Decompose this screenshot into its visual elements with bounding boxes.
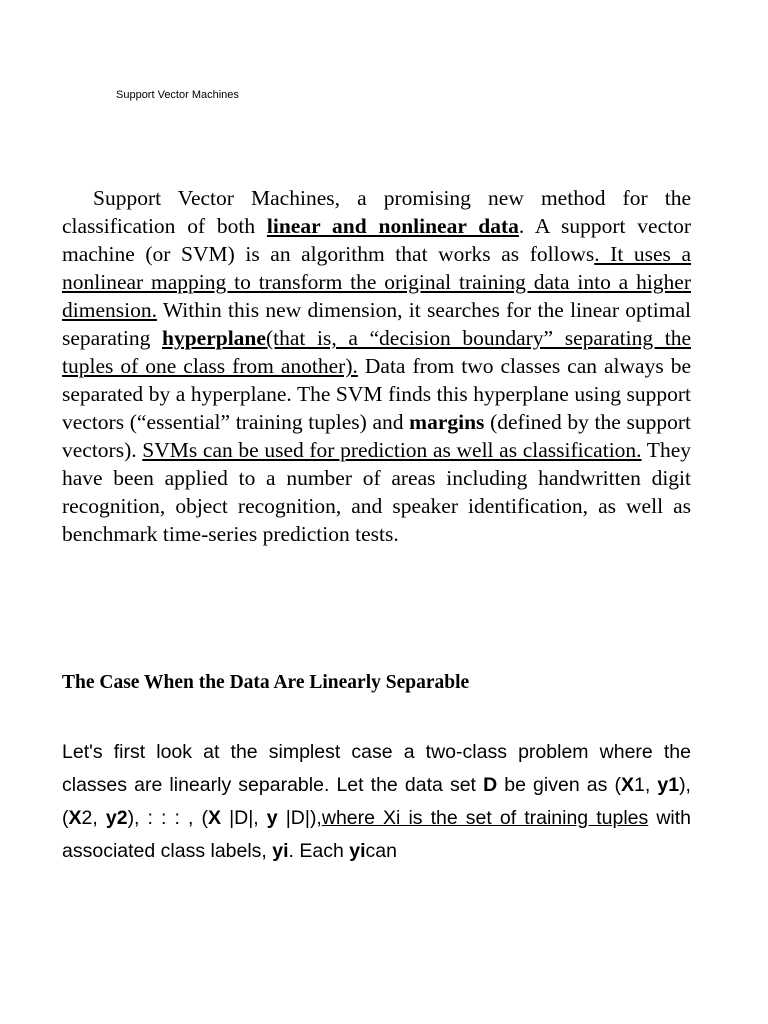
underlined-nonlinear-mapping: . It uses a nonlinear mapping to transform the original training data into a higher dimension. — [62, 242, 692, 322]
linearly-separable-paragraph — [62, 736, 691, 868]
underlined-training-tuples: where Xi is the set of training tuples — [321, 807, 649, 829]
text-run: . Each — [288, 840, 350, 862]
symbol-y2: y2 — [105, 807, 128, 829]
emphasis-hyperplane: hyperplane — [162, 326, 266, 350]
text-run: can — [365, 840, 397, 862]
symbol-X1: X — [620, 774, 634, 796]
text-run: |D|, — [221, 807, 267, 829]
text-run: 2, — [81, 807, 106, 829]
text-run: be given as ( — [497, 774, 621, 796]
text-run: Support Vector Machines, a promising new method for the classification of both — [62, 186, 691, 238]
symbol-yi: yi — [272, 840, 289, 862]
symbol-X: X — [208, 807, 222, 829]
text-run: Let's first look at the simplest case a two-class problem where the classes are linearly separable. Let the data set — [62, 741, 691, 796]
text-run: They have been applied to a number of areas including handwritten digit recognition, object recognition, and speaker identification, as well as benchmark time-series prediction tests. — [62, 438, 691, 546]
running-header: Support Vector Machines — [116, 89, 239, 101]
svm-intro-paragraph — [62, 184, 691, 548]
emphasis-linear-nonlinear: linear and nonlinear data — [266, 214, 519, 238]
emphasis-margins: margins — [409, 410, 485, 434]
text-run: 1, — [633, 774, 658, 796]
section-heading: The Case When the Data Are Linearly Separable — [62, 672, 470, 693]
symbol-y1: y1 — [657, 774, 680, 796]
text-run: (defined by the support vectors). — [62, 410, 691, 462]
symbol-yi: yi — [349, 840, 366, 862]
symbol-X2: X — [68, 807, 82, 829]
text-run: . A support vector machine (or SVM) is an algorithm that works as follows — [62, 214, 691, 266]
text-run: ), : : : , ( — [127, 807, 208, 829]
text-run: |D|), — [277, 807, 322, 829]
text-run: Data from two classes can always be separated by a hyperplane. The SVM finds this hyperplane using support vectors (“essential” training tuples) and — [62, 354, 691, 434]
underlined-svm-prediction: SVMs can be used for prediction as well as classification. — [142, 438, 642, 462]
underlined-decision-boundary: (that is, a “decision boundary” separating the tuples of one class from another). — [62, 326, 691, 378]
text-run: with associated class labels, — [62, 807, 692, 862]
symbol-y: y — [266, 807, 278, 829]
text-run: Within this new dimension, it searches for the linear optimal separating — [62, 298, 691, 350]
symbol-D: D — [483, 774, 498, 796]
text-run: ), ( — [62, 774, 691, 829]
